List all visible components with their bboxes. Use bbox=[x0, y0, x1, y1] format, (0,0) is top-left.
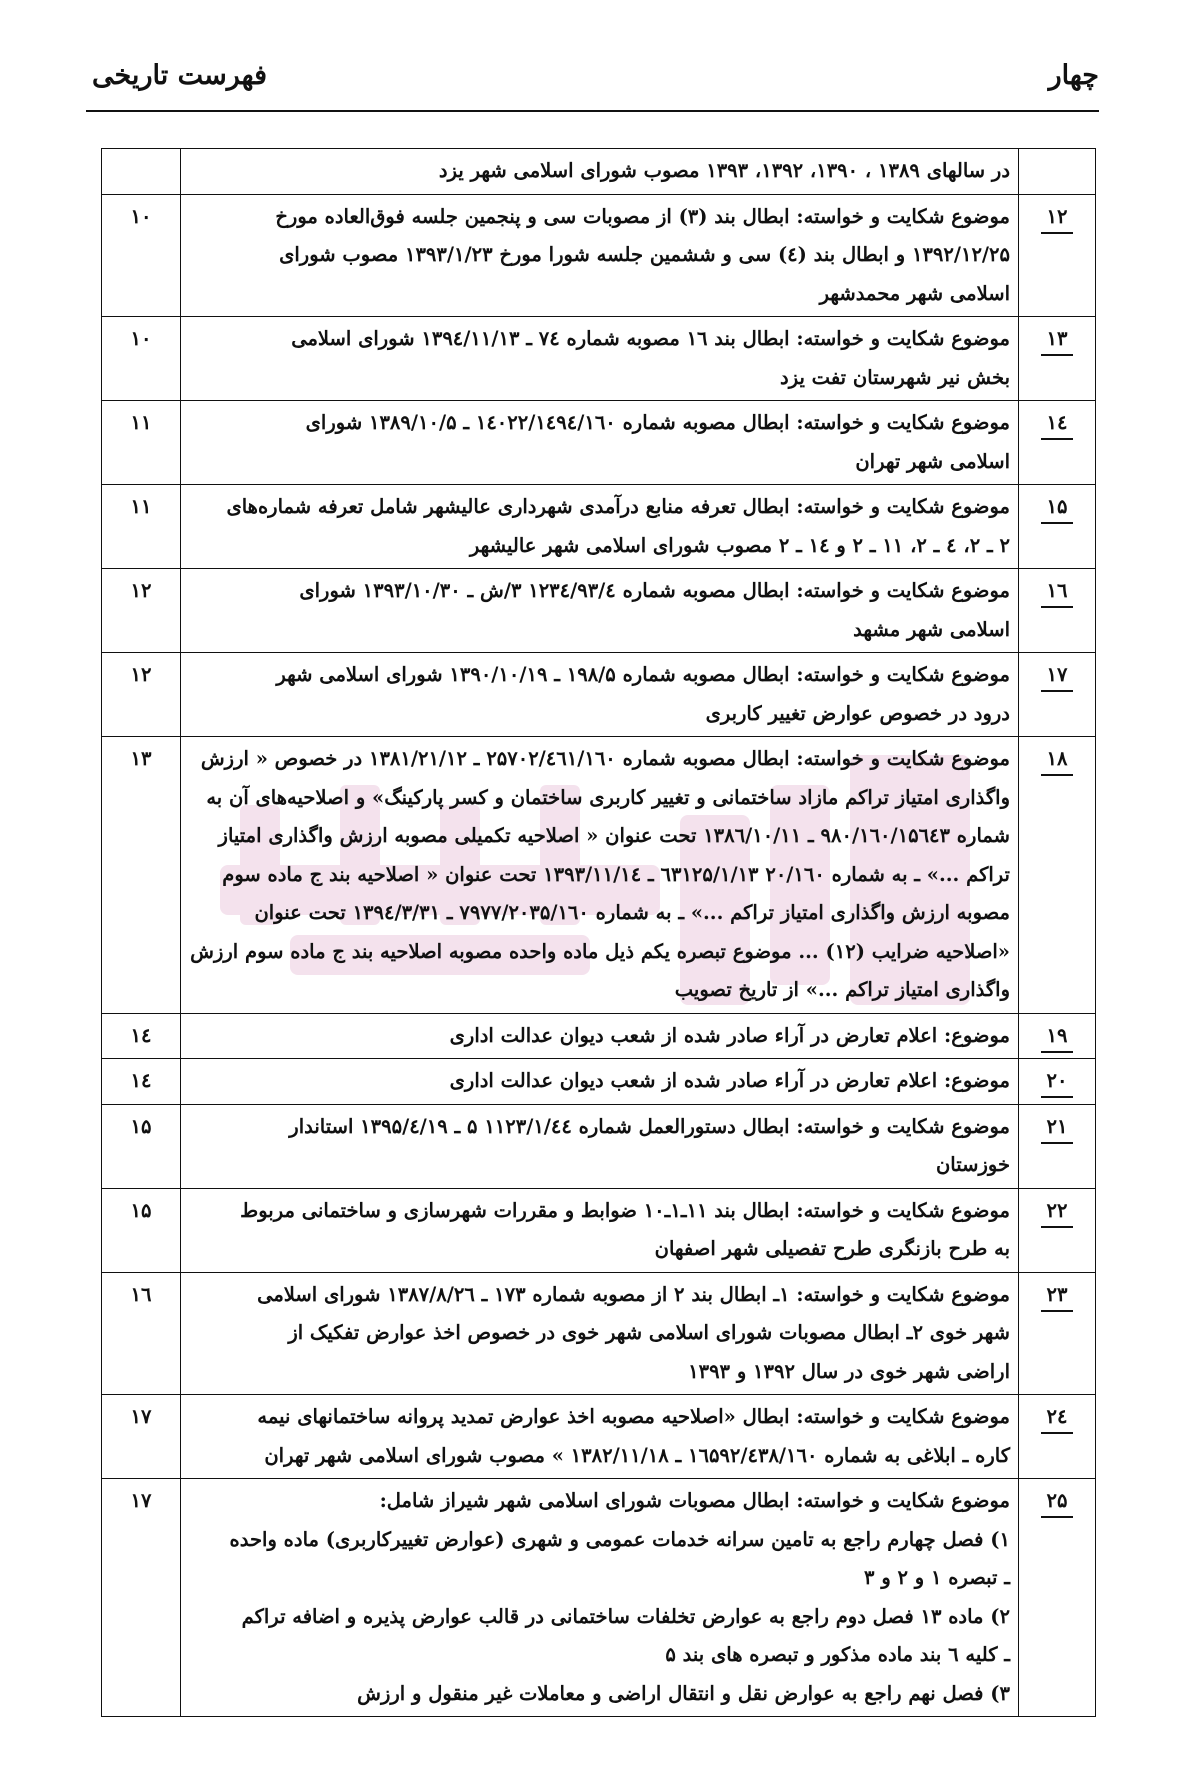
section-title: فهرست تاریخی bbox=[92, 60, 268, 91]
description-line: موضوع شکایت و خواسته: ابطال مصوبه شماره ۲۵۷۰۲/٤٦۱/۱٦۰ ـ ۱۳۸۱/۲۱/۱۲ در خصوص « ارزش bbox=[200, 747, 1010, 770]
description-line: موضوع شکایت و خواسته: ابطال تعرفه منابع درآمدی شهرداری عالیشهر شامل تعرفه شماره‌های bbox=[226, 495, 1010, 518]
row-number: ۱٤ bbox=[1041, 408, 1074, 440]
row-number: ۱۳ bbox=[1041, 324, 1074, 356]
table-row bbox=[102, 1104, 1096, 1188]
description-line: مصوبه ارزش واگذاری امتیاز تراکم ...» ـ به شماره ۷۹۷۷/۲۰۳۵/۱٦۰ ـ ۱۳۹٤/۳/۳۱ تحت عنوان bbox=[254, 901, 1010, 924]
row-description-cell bbox=[181, 149, 1019, 195]
row-description-cell bbox=[181, 737, 1019, 1014]
description-line: موضوع شکایت و خواسته: ابطال مصوبه شماره ۱٤۰۲۲/۱٤۹٤/۱٦۰ ـ ۱۳۸۹/۱۰/۵ شورای bbox=[305, 411, 1010, 434]
row-number: ۲٤ bbox=[1041, 1402, 1074, 1434]
row-number-cell bbox=[1019, 1395, 1096, 1479]
page-number-cell: ۱۱ bbox=[102, 485, 181, 569]
row-number: ۱۹ bbox=[1041, 1021, 1074, 1053]
description-line: موضوع: اعلام تعارض در آراء صادر شده از شعب دیوان عدالت اداری bbox=[449, 1069, 1010, 1092]
description-line: شهر خوی ۲ـ ابطال مصوبات شورای اسلامی شهر خوی در خصوص اخذ عوارض تفکیک از bbox=[288, 1321, 1010, 1344]
row-description-cell bbox=[181, 1013, 1019, 1059]
description-line: موضوع شکایت و خواسته: ابطال بند ۱۱ـ۱ـ۱۰ ضوابط و مقررات شهرسازی و ساختمانی مربوط bbox=[240, 1198, 1010, 1222]
table-row bbox=[102, 194, 1096, 317]
row-number: ۲۲ bbox=[1041, 1196, 1074, 1228]
page-number-cell: ۱٤ bbox=[102, 1013, 181, 1059]
row-number: ۱۷ bbox=[1041, 660, 1074, 692]
page-number-cell: ۱۱ bbox=[102, 401, 181, 485]
row-number-cell bbox=[1019, 653, 1096, 737]
row-description-cell bbox=[181, 569, 1019, 653]
row-number: ۱۸ bbox=[1041, 744, 1074, 776]
page-number-cell: ۱۲ bbox=[102, 653, 181, 737]
table-row bbox=[102, 569, 1096, 653]
page-number-cell: ۱٦ bbox=[102, 1272, 181, 1395]
description-line: بخش نیر شهرستان تفت یزد bbox=[780, 365, 1010, 389]
description-line: موضوع شکایت و خواسته: ابطال دستورالعمل شماره ۱۱۲۳/۱/٤٤ ۵ ـ ۱۳۹۵/٤/۱۹ استاندار bbox=[289, 1114, 1010, 1138]
description-line: واگذاری امتیاز تراکم ...» از تاریخ تصویب bbox=[674, 978, 1010, 1001]
description-line: موضوع شکایت و خواسته: ابطال بند (۳) از مصوبات سی و پنجمین جلسه فوق‌العاده مورخ bbox=[275, 204, 1010, 228]
description-line: به طرح بازنگری طرح تفصیلی شهر اصفهان bbox=[654, 1237, 1010, 1260]
description-line: اسلامی شهر تهران bbox=[855, 449, 1010, 473]
row-number-cell bbox=[1019, 1059, 1096, 1105]
description-line: موضوع شکایت و خواسته: ابطال بند ١٦ مصوبه شماره ٧٤ ـ ١٣٩٤/١١/١٣ شورای اسلامی bbox=[291, 327, 1010, 350]
description-line: کاره ـ ابلاغی به شماره ۱٦۵۹۲/٤۳۸/۱٦۰ ـ ۱۳۸۲/۱۱/۱۸ » مصوب شورای اسلامی شهر تهران bbox=[264, 1443, 1010, 1467]
description-line: اراضی شهر خوی در سال ۱۳۹۲ و ۱۳۹۳ bbox=[688, 1359, 1010, 1383]
row-number: ۲۵ bbox=[1041, 1486, 1074, 1518]
description-line: موضوع شکایت و خواسته: ابطال مصوبه شماره ۱۲۳٤/۹۳/٤ ۳/ش ـ ۱۳۹۳/۱۰/۳۰ شورای bbox=[299, 579, 1010, 602]
row-number: ۱٦ bbox=[1041, 576, 1074, 608]
row-number-cell bbox=[1019, 1013, 1096, 1059]
toc-body bbox=[102, 149, 1096, 1717]
row-number-cell bbox=[1019, 1188, 1096, 1272]
description-line: ۲ ـ ۲، ٤ ـ ۲، ۱۱ ـ ۲ و ۱٤ ـ ۲ مصوب شورای اسلامی شهر عالیشهر bbox=[469, 533, 1010, 557]
description-line: موضوع شکایت و خواسته: ابطال مصوبات شورای اسلامی شهر شیراز شامل: bbox=[379, 1489, 1010, 1512]
page-number-cell: ۱۷ bbox=[102, 1395, 181, 1479]
row-number: ۲۰ bbox=[1041, 1066, 1074, 1098]
row-description-cell bbox=[181, 1272, 1019, 1395]
row-number-cell bbox=[1019, 485, 1096, 569]
header-divider bbox=[86, 110, 1099, 112]
table-row bbox=[102, 1188, 1096, 1272]
row-number-cell bbox=[1019, 1104, 1096, 1188]
row-number-cell bbox=[1019, 1272, 1096, 1395]
description-line: موضوع شکایت و خواسته: ۱ـ ابطال بند ۲ از مصوبه شماره ۱۷۳ ـ ۱۳۸۷/۸/۲٦ شورای اسلامی bbox=[257, 1282, 1010, 1306]
table-row bbox=[102, 1059, 1096, 1105]
row-number: ۲۱ bbox=[1041, 1112, 1074, 1144]
page-number-label: چهار bbox=[1048, 60, 1099, 91]
table-row bbox=[102, 1479, 1096, 1717]
row-description-cell bbox=[181, 485, 1019, 569]
table-row bbox=[102, 1013, 1096, 1059]
description-line: واگذاری امتیاز تراکم مازاد ساختمانی و تغییر کاربری ساختمان و کسر پارکینگ» و اصلاحیه‌های آن به bbox=[206, 785, 1010, 809]
description-line: خوزستان bbox=[935, 1153, 1010, 1176]
table-row bbox=[102, 485, 1096, 569]
page-number-cell bbox=[102, 149, 181, 195]
description-line: ـ کلیه ٦ بند ماده مذکور و تبصره های بند ۵ bbox=[665, 1643, 1010, 1666]
row-number-cell bbox=[1019, 401, 1096, 485]
row-number: ۱۲ bbox=[1041, 202, 1074, 234]
page-number-cell: ۱۰ bbox=[102, 194, 181, 317]
row-description-cell bbox=[181, 317, 1019, 401]
description-line: موضوع: اعلام تعارض در آراء صادر شده از شعب دیوان عدالت اداری bbox=[449, 1023, 1010, 1047]
description-line: موضوع شکایت و خواسته: ابطال مصوبه شماره ۱۹۸/۵ ـ ۱۳۹۰/۱۰/۱۹ شورای اسلامی شهر bbox=[276, 663, 1010, 686]
table-row bbox=[102, 401, 1096, 485]
row-number-cell bbox=[1019, 569, 1096, 653]
description-line: ۲) ماده ۱۳ فصل دوم راجع به عوارض تخلفات ساختمانی در قالب عوارض پذیره و اضافه تراکم bbox=[241, 1604, 1010, 1628]
row-number-cell bbox=[1019, 194, 1096, 317]
table-row bbox=[102, 317, 1096, 401]
page-number-cell: ۱۳ bbox=[102, 737, 181, 1014]
page-number-cell: ۱۵ bbox=[102, 1104, 181, 1188]
description-line: ۱) فصل چهارم راجع به تامین سرانه خدمات عمومی و شهری (عوارض تغییرکاربری) ماده واحده bbox=[229, 1527, 1010, 1551]
row-description-cell bbox=[181, 1479, 1019, 1717]
row-description-cell bbox=[181, 401, 1019, 485]
description-line: درود در خصوص عوارض تغییر کاربری bbox=[705, 701, 1010, 725]
description-line: شماره ۹۸۰/۱٦۰/۱۵٦٤۳ ـ ۱۳۸٦/۱۰/۱۱ تحت عنوان « اصلاحیه تکمیلی مصوبه ارزش واگذاری امتیاز bbox=[218, 824, 1010, 847]
description-line: تراکم ...» ـ به شماره ۲۰/۱٦۰ ٦۳۱۲۵/۱/۱۳ ـ ۱۳۹۳/۱۱/۱٤ تحت عنوان « اصلاحیه بند ج ماده سوم bbox=[222, 862, 1010, 886]
row-number-cell bbox=[1019, 737, 1096, 1014]
row-description-cell bbox=[181, 1188, 1019, 1272]
toc-table bbox=[101, 148, 1096, 1717]
row-number-cell bbox=[1019, 1479, 1096, 1717]
row-description-cell bbox=[181, 1104, 1019, 1188]
page-number-cell: ۱۷ bbox=[102, 1479, 181, 1717]
description-line: در سالهای ۱۳۸۹ ، ۱۳۹۰، ۱۳۹۲، ۱۳۹۳ مصوب شورای اسلامی شهر یزد bbox=[438, 159, 1010, 182]
description-line: ـ تبصره ۱ و ۲ و ۳ bbox=[864, 1566, 1010, 1589]
description-line: اسلامی شهر مشهد bbox=[853, 617, 1010, 641]
table-row bbox=[102, 1272, 1096, 1395]
description-line: ۱۳۹۲/۱۲/۲۵ و ابطال بند (٤) سی و ششمین جلسه شورا مورخ ۱۳۹۳/۱/۲۳ مصوب شورای bbox=[279, 243, 1010, 266]
row-number-cell bbox=[1019, 317, 1096, 401]
row-description-cell bbox=[181, 1059, 1019, 1105]
description-line: موضوع شکایت و خواسته: ابطال «اصلاحیه مصوبه اخذ عوارض تمدید پروانه ساختمانهای نیمه bbox=[257, 1405, 1010, 1428]
row-number: ۲۳ bbox=[1041, 1280, 1074, 1312]
row-number-cell bbox=[1019, 149, 1096, 195]
table-row bbox=[102, 1395, 1096, 1479]
row-description-cell bbox=[181, 194, 1019, 317]
page-number-cell: ۱۵ bbox=[102, 1188, 181, 1272]
table-row bbox=[102, 653, 1096, 737]
table-row bbox=[102, 149, 1096, 195]
row-description-cell bbox=[181, 653, 1019, 737]
row-description-cell bbox=[181, 1395, 1019, 1479]
description-line: «اصلاحیه ضرایب (۱۲) ... موضوع تبصره یکم ذیل ماده واحده مصوبه اصلاحیه بند ج ماده سوم ارزش bbox=[190, 939, 1010, 963]
table-row bbox=[102, 737, 1096, 1014]
page-number-cell: ۱٤ bbox=[102, 1059, 181, 1105]
description-line: ۳) فصل نهم راجع به عوارض نقل و انتقال اراضی و معاملات غیر منقول و ارزش bbox=[357, 1681, 1010, 1705]
row-number: ۱۵ bbox=[1041, 492, 1074, 524]
description-line: اسلامی شهر محمدشهر bbox=[819, 281, 1010, 305]
page-number-cell: ۱۲ bbox=[102, 569, 181, 653]
page-number-cell: ۱۰ bbox=[102, 317, 181, 401]
